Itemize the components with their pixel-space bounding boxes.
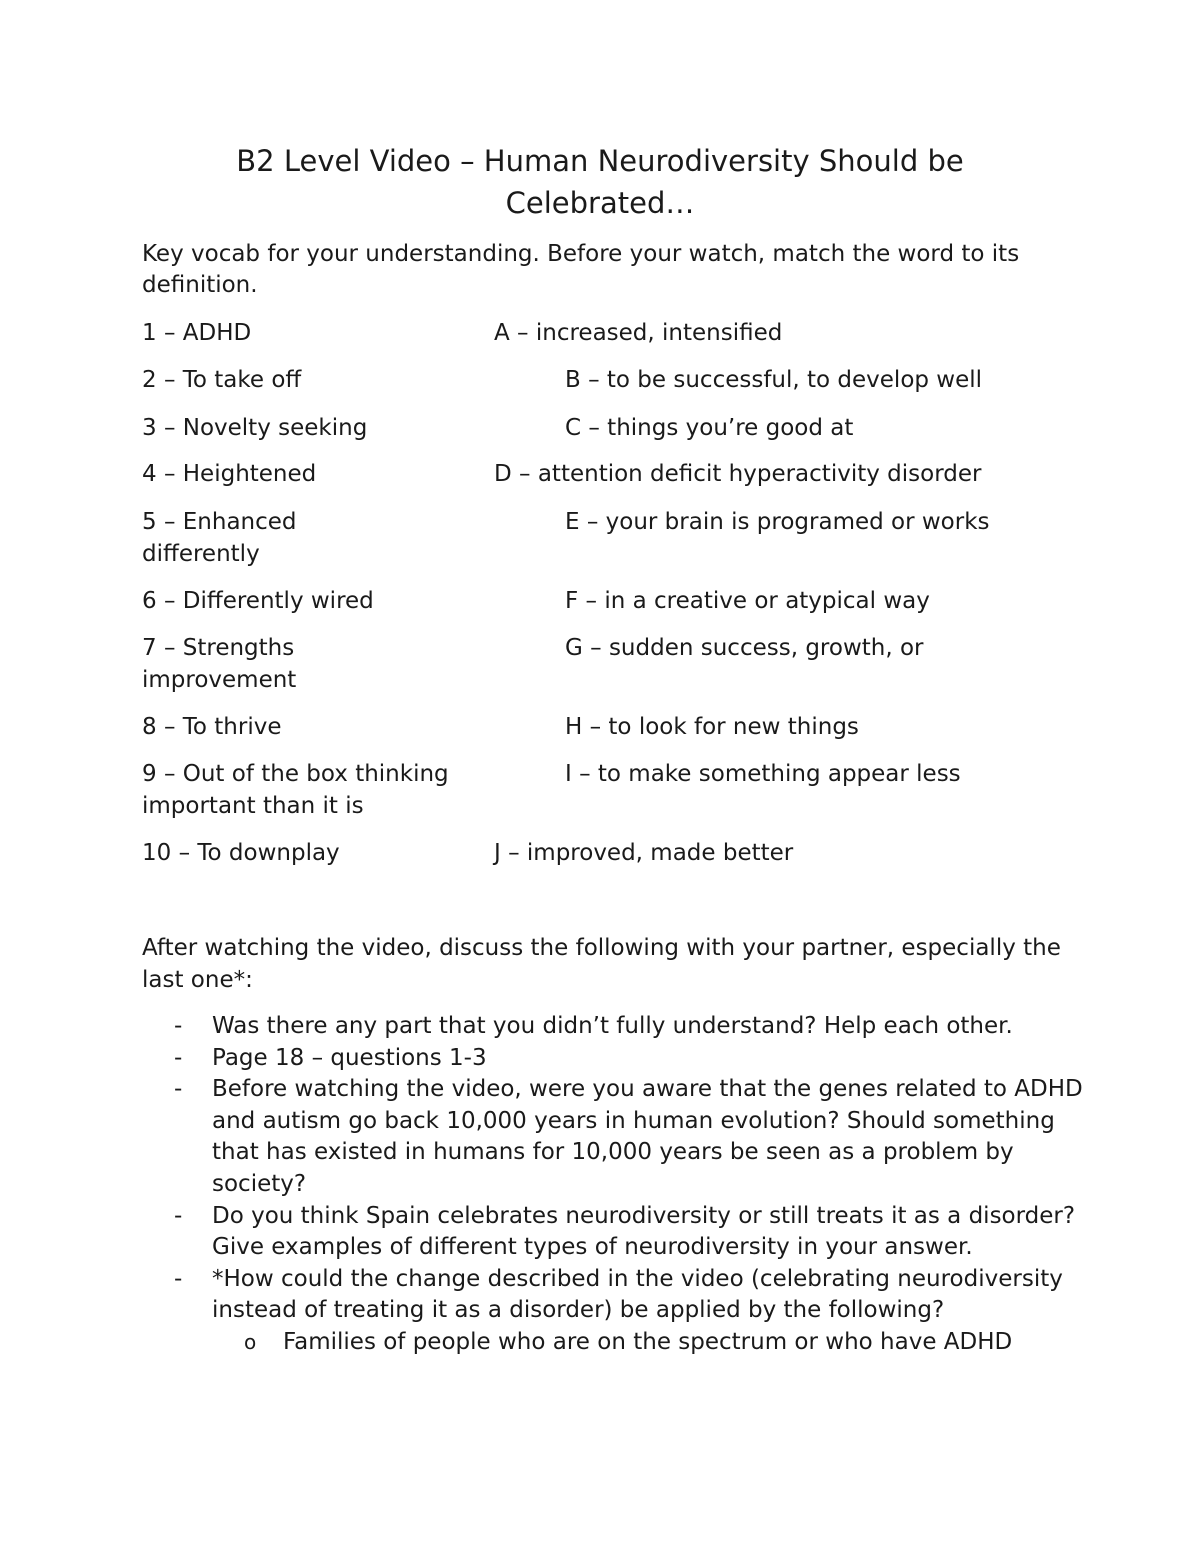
vocab-wrap-text: improvement bbox=[142, 667, 297, 693]
vocab-wrap-text: differently bbox=[142, 541, 260, 567]
vocab-word: 1 – ADHD bbox=[142, 320, 252, 346]
discussion-question bbox=[142, 1074, 1092, 1200]
vocab-definition: A – increased, intensified bbox=[494, 320, 783, 346]
vocab-wrap-text: important than it is bbox=[142, 793, 364, 819]
vocab-word: 2 – To take off bbox=[142, 367, 302, 393]
vocab-word: 9 – Out of the box thinking bbox=[142, 761, 449, 787]
vocab-word: 7 – Strengths bbox=[142, 635, 295, 661]
sub-bullet-marker: o bbox=[244, 1329, 257, 1354]
question-text: Page 18 – questions 1-3 bbox=[212, 1044, 487, 1071]
discussion-question bbox=[142, 1201, 1092, 1264]
bullet-marker: - bbox=[174, 1013, 183, 1039]
discussion-question-list bbox=[142, 1011, 1092, 1359]
bullet-marker: - bbox=[174, 1202, 183, 1229]
discussion-question bbox=[142, 1264, 1092, 1359]
vocab-word: 3 – Novelty seeking bbox=[142, 415, 368, 441]
vocab-instructions: Key vocab for your understanding. Before your watch, match the word to its definition. bbox=[142, 241, 1020, 298]
sub-question bbox=[212, 1327, 1092, 1359]
page-title: B2 Level Video – Human Neurodiversity Should be Celebrated… bbox=[236, 144, 964, 220]
vocab-definition: J – improved, made better bbox=[494, 840, 794, 866]
vocab-definition: D – attention deficit hyperactivity disorder bbox=[494, 461, 982, 487]
vocab-definition: H – to look for new things bbox=[565, 714, 859, 740]
question-text: Do you think Spain celebrates neurodiversity or still treats it as a disorder? Give examples of different types of neurodiversity in your answer. bbox=[212, 1202, 1076, 1261]
question-text: *How could the change described in the video (celebrating neurodiversity instead of treating it as a disorder) be applied by the following? bbox=[212, 1265, 1063, 1324]
vocab-definition: F – in a creative or atypical way bbox=[565, 588, 930, 614]
vocab-word: 5 – Enhanced bbox=[142, 509, 297, 535]
discussion-question bbox=[142, 1011, 1092, 1043]
vocab-word: 4 – Heightened bbox=[142, 461, 317, 487]
question-text: Was there any part that you didn’t fully understand? Help each other. bbox=[212, 1013, 1013, 1039]
bullet-marker: - bbox=[174, 1076, 183, 1103]
discussion-question bbox=[142, 1043, 1092, 1075]
bullet-marker: - bbox=[174, 1044, 183, 1071]
vocab-definition: B – to be successful, to develop well bbox=[565, 367, 983, 393]
sub-question-list bbox=[212, 1327, 1092, 1359]
vocab-word: 6 – Differently wired bbox=[142, 588, 374, 614]
discussion-instructions: After watching the video, discuss the following with your partner, especially the last one*: bbox=[142, 935, 1061, 993]
vocab-definition: C – things you’re good at bbox=[565, 415, 854, 441]
vocab-word: 10 – To downplay bbox=[142, 840, 340, 866]
vocab-word: 8 – To thrive bbox=[142, 714, 282, 740]
vocab-definition: I – to make something appear less bbox=[565, 761, 961, 787]
question-text: Before watching the video, were you aware that the genes related to ADHD and autism go back 10,000 years in human evolution? Should something that has existed in humans for 10,000 years be seen as a problem by society? bbox=[212, 1076, 1083, 1197]
vocab-definition: E – your brain is programed or works bbox=[565, 509, 990, 535]
bullet-marker: - bbox=[174, 1265, 183, 1292]
sub-question-text: Families of people who are on the spectrum or who have ADHD bbox=[283, 1328, 1013, 1355]
vocab-definition: G – sudden success, growth, or bbox=[565, 635, 924, 661]
